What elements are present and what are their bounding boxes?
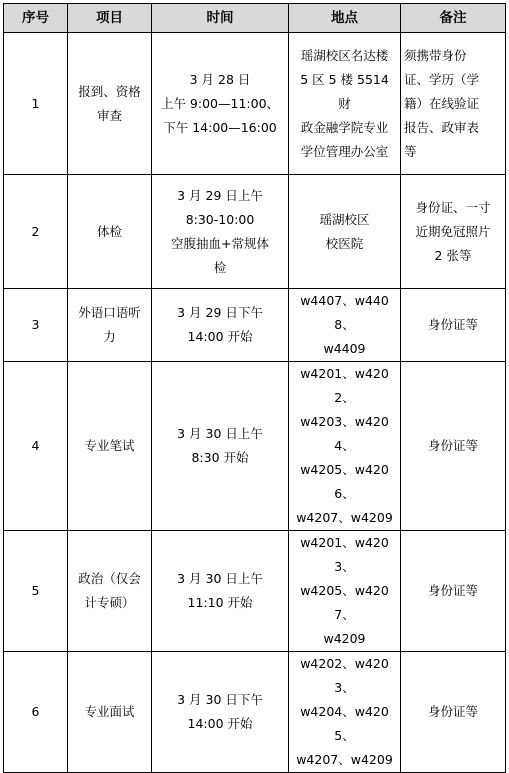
table-row bbox=[4, 175, 506, 289]
item-cell: 专业笔试 bbox=[68, 362, 152, 531]
header-item: 项目 bbox=[68, 4, 152, 33]
place-cell: w4407、w4408、 w4409 bbox=[289, 289, 401, 362]
place-cell: 瑶湖校区名达楼 5 区 5 楼 5514 财 政金融学院专业 学位管理办公室 bbox=[289, 33, 401, 175]
header-seq: 序号 bbox=[4, 4, 68, 33]
note-cell: 须携带身份 证、学历（学 籍）在线验证 报告、政审表 等 bbox=[401, 33, 506, 175]
row-number: 5 bbox=[4, 531, 68, 652]
row-number: 1 bbox=[4, 33, 68, 175]
table-row bbox=[4, 531, 506, 652]
item-cell: 专业面试 bbox=[68, 652, 152, 773]
time-cell: 3 月 30 日上午 8:30 开始 bbox=[152, 362, 289, 531]
row-number: 4 bbox=[4, 362, 68, 531]
row-number: 3 bbox=[4, 289, 68, 362]
item-cell: 报到、资格 审查 bbox=[68, 33, 152, 175]
item-cell: 外语口语听 力 bbox=[68, 289, 152, 362]
time-cell: 3 月 30 日上午 11:10 开始 bbox=[152, 531, 289, 652]
header-note: 备注 bbox=[401, 4, 506, 33]
header-place: 地点 bbox=[289, 4, 401, 33]
note-cell: 身份证、一寸 近期免冠照片 2 张等 bbox=[401, 175, 506, 289]
time-cell: 3 月 29 日下午 14:00 开始 bbox=[152, 289, 289, 362]
note-cell: 身份证等 bbox=[401, 531, 506, 652]
place-cell: w4202、w4203、 w4204、w4205、 w4207、w4209 bbox=[289, 652, 401, 773]
item-cell: 体检 bbox=[68, 175, 152, 289]
header-time: 时间 bbox=[152, 4, 289, 33]
header-row bbox=[4, 4, 506, 33]
table-row bbox=[4, 33, 506, 175]
place-cell: 瑶湖校区 校医院 bbox=[289, 175, 401, 289]
row-number: 6 bbox=[4, 652, 68, 773]
table-row bbox=[4, 652, 506, 773]
time-cell: 3 月 29 日上午 8:30-10:00 空腹抽血+常规体 检 bbox=[152, 175, 289, 289]
time-cell: 3 月 30 日下午 14:00 开始 bbox=[152, 652, 289, 773]
schedule-table bbox=[3, 3, 506, 773]
item-cell: 政治（仅会 计专硕） bbox=[68, 531, 152, 652]
place-cell: w4201、w4203、 w4205、w4207、 w4209 bbox=[289, 531, 401, 652]
note-cell: 身份证等 bbox=[401, 289, 506, 362]
time-cell: 3 月 28 日 上午 9:00—11:00、 下午 14:00—16:00 bbox=[152, 33, 289, 175]
place-cell: w4201、w4202、 w4203、w4204、 w4205、w4206、 w4207、w4209 bbox=[289, 362, 401, 531]
row-number: 2 bbox=[4, 175, 68, 289]
table-row bbox=[4, 289, 506, 362]
note-cell: 身份证等 bbox=[401, 362, 506, 531]
table-row bbox=[4, 362, 506, 531]
note-cell: 身份证等 bbox=[401, 652, 506, 773]
